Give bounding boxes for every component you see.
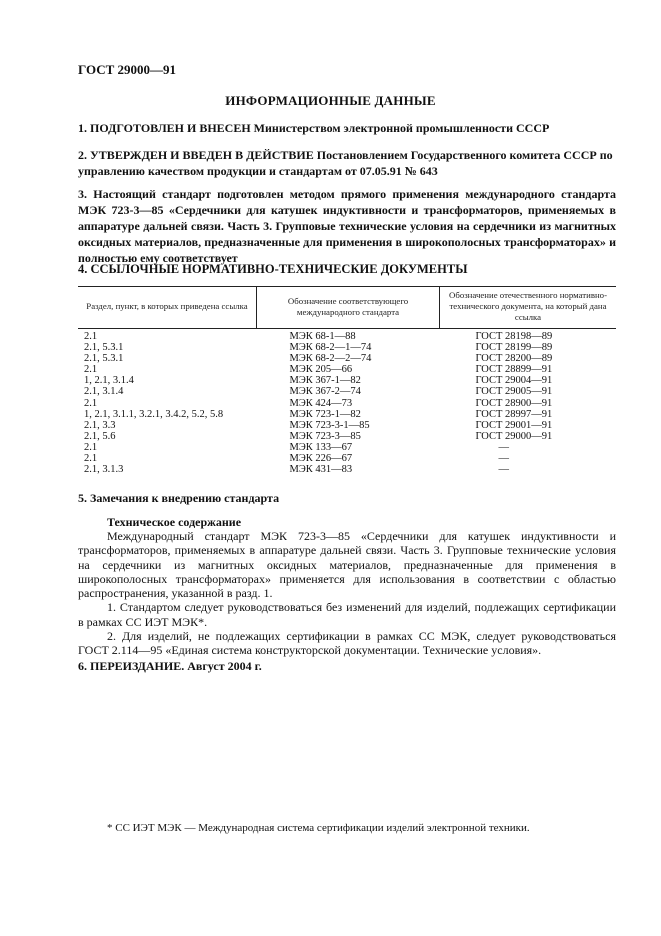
cell-section: 2.1, 3.1.4 [84, 386, 124, 398]
table-row [78, 364, 616, 375]
cell-national-doc: ГОСТ 29000—91 [475, 430, 553, 442]
cell-intl-standard: МЭК 424—73 [289, 397, 353, 409]
cell-intl-standard: МЭК 226—67 [289, 453, 353, 465]
section-5-title: 5. Замечания к внедрению стандарта [78, 491, 280, 505]
cell-intl-standard: МЭК 68-2—2—74 [289, 353, 372, 365]
cell-national-doc: ГОСТ 29001—91 [475, 419, 553, 431]
cell-section: 2.1 [84, 453, 98, 465]
info-title: ИНФОРМАЦИОННЫЕ ДАННЫЕ [225, 93, 436, 108]
cell-section: 2.1 [84, 364, 98, 376]
table-row [78, 442, 616, 453]
cell-section: 2.1, 3.3 [84, 419, 116, 431]
table-row [78, 431, 616, 442]
table-row [78, 464, 616, 475]
cell-national-doc: — [498, 453, 509, 465]
cell-intl-standard: МЭК 367-1—82 [289, 375, 361, 387]
cell-national-doc: ГОСТ 28200—89 [475, 353, 553, 365]
cell-intl-standard: МЭК 205—66 [289, 364, 353, 376]
cell-section: 1, 2.1, 3.1.4 [84, 375, 134, 387]
cell-national-doc: ГОСТ 28997—91 [475, 408, 553, 420]
cell-national-doc: ГОСТ 28198—89 [475, 331, 553, 342]
cell-national-doc: ГОСТ 28899—91 [475, 364, 553, 376]
section-5-body [78, 529, 616, 658]
cell-intl-standard: МЭК 133—67 [289, 441, 353, 453]
cell-intl-standard: МЭК 431—83 [289, 464, 353, 476]
table-row [78, 453, 616, 464]
table-row [78, 342, 616, 353]
section-5-subtitle: Техническое содержание [107, 515, 242, 529]
cell-national-doc: ГОСТ 28199—89 [475, 342, 553, 354]
cell-section: 2.1 [84, 397, 98, 409]
table-row [78, 353, 616, 364]
cell-section: 2.1, 5.6 [84, 430, 116, 442]
cell-intl-standard: МЭК 723-1—82 [289, 408, 361, 420]
column-header-intl-standard: Обозначение соответствующего международного стандарта [257, 287, 440, 329]
table-row [78, 375, 616, 386]
section-5-paragraph: 2. Для изделий, не подлежащих сертификации в рамках СС МЭК, следует руководствоваться ГОСТ 2.114—95 «Единая система конструкторской документации. Технические условия». [78, 629, 616, 658]
cell-intl-standard: МЭК 367-2—74 [289, 386, 361, 398]
item-2: 2. УТВЕРЖДЕН И ВВЕДЕН В ДЕЙСТВИЕ Постановлением Государственного комитета СССР по управлению качеством продукции и стандартам от 07.05.91 № 643 [78, 148, 613, 178]
cell-intl-standard: МЭК 68-2—1—74 [289, 342, 372, 354]
cell-section: 1, 2.1, 3.1.1, 3.2.1, 3.4.2, 5.2, 5.8 [84, 408, 224, 420]
section-5-paragraph: 1. Стандартом следует руководствоваться без изменений для изделий, подлежащих сертификации в рамках СС ИЭТ МЭК*. [78, 600, 616, 629]
cell-national-doc: ГОСТ 28900—91 [475, 397, 553, 409]
section-4-title: 4. ССЫЛОЧНЫЕ НОРМАТИВНО-ТЕХНИЧЕСКИЕ ДОКУМЕНТЫ [78, 262, 468, 276]
cell-national-doc: ГОСТ 29005—91 [475, 386, 553, 398]
table-row [78, 386, 616, 397]
footnote: * СС ИЭТ МЭК — Международная система сертификации изделий электронной техники. [107, 822, 530, 834]
column-header-section: Раздел, пункт, в которых приведена ссылка [78, 287, 257, 329]
cell-intl-standard: МЭК 68-1—88 [289, 331, 356, 342]
column-header-national-doc: Обозначение отечественного нормативно-технического документа, на который дана ссылка [440, 287, 617, 329]
item-1: 1. ПОДГОТОВЛЕН И ВНЕСЕН Министерством электронной промышленности СССР [78, 121, 550, 135]
section-5-paragraph: Международный стандарт МЭК 723-3—85 «Сердечники для катушек индуктивности и трансформаторов, применяемых в аппаратуре дальней связи. Часть 3. Групповые технические условия на сердечники из магнитных оксидных материалов, предназначенные для применения в широкополосных трансформаторах» применяется для использования в соответствии с областью распространения, указанной в разд. 1. [78, 529, 616, 601]
cell-national-doc: — [498, 464, 509, 476]
cell-section: 2.1 [84, 441, 98, 453]
table-row [78, 398, 616, 409]
cell-section: 2.1, 5.3.1 [84, 342, 124, 354]
cell-section: 2.1, 3.1.3 [84, 464, 124, 476]
cell-intl-standard: МЭК 723-3—85 [289, 430, 361, 442]
cell-section: 2.1, 5.3.1 [84, 353, 124, 365]
table-row [78, 420, 616, 431]
document-header: ГОСТ 29000—91 [78, 62, 177, 77]
table-row [78, 409, 616, 420]
table-row [78, 329, 616, 343]
section-6-reissue: 6. ПЕРЕИЗДАНИЕ. Август 2004 г. [78, 659, 262, 673]
cell-intl-standard: МЭК 723-3-1—85 [289, 419, 370, 431]
cell-section: 2.1 [84, 331, 98, 342]
item-3: 3. Настоящий стандарт подготовлен методом прямого применения международного стандарта МЭК 723-3—85 «Сердечники для катушек индуктивности и трансформаторов, применяемых в аппаратуре дальней связи. Часть 3. Групповые технические условия на сердечники из магнитных оксидных материалов, предназначенные для применения в широкополосных трансформаторах» и полностью ему соответствует [78, 187, 616, 265]
cell-national-doc: — [498, 441, 509, 453]
cell-national-doc: ГОСТ 29004—91 [475, 375, 553, 387]
references-table [78, 286, 616, 475]
